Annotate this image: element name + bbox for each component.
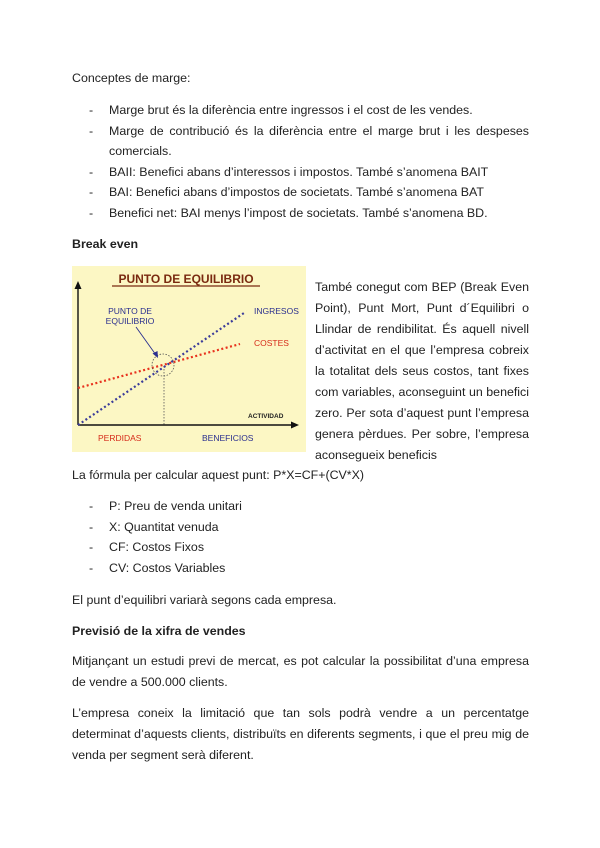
formula-text: La fórmula per calcular aquest punt: P*X=CF+(CV*X): [72, 468, 365, 482]
perdidas-label: PERDIDAS: [98, 433, 142, 443]
callout-leader: [136, 327, 156, 355]
break-even-chart: [72, 266, 306, 452]
varies-text: El punt d’equilibri variarà segons cada empresa.: [72, 593, 337, 607]
forecast-paragraph-2: L’empresa coneix la limitació que tan sols podrà vendre a un percentatge determinat d’aquests clients, distribuïts en diferents segments, i que el preu mig de venda per segment serà diferent.: [72, 706, 529, 762]
margins-list: [72, 100, 529, 223]
chart-title: PUNTO DE EQUILIBRIO: [118, 272, 254, 286]
ingresos-label: INGRESOS: [254, 306, 299, 316]
break-even-description: També conegut com BEP (Break Even Point), Punt Mort, Punt d´Equilibri o Llindar de rendibilitat. És aquell nivell d’activitat en el que l’empresa cobreix la totalitat dels seus costos, tant fixes com variables, aconseguint un benefici zero. Per sota d’aquest punt l’empresa genera pèrdues. Per sobre, l’empresa aconsegueix beneficis: [315, 280, 529, 463]
beneficios-label: BENEFICIOS: [202, 433, 254, 443]
y-axis-arrow-icon: [75, 281, 82, 289]
list-item: - Benefici net: BAI menys l’impost de societats. També s’anomena BD.: [89, 205, 488, 220]
point-label-line2: EQUILIBRIO: [105, 316, 155, 326]
list-item: - CV: Costos Variables: [89, 560, 226, 575]
list-item: - Marge de contribució és la diferència entre el marge brut i les despeses comercials.: [89, 123, 529, 158]
break-even-chart-svg: [72, 266, 306, 452]
ingresos-line: [78, 313, 244, 425]
costes-label: COSTES: [254, 338, 289, 348]
break-even-heading: Break even: [72, 237, 139, 251]
list-item: - BAII: Benefici abans d’interessos i impostos. També s’anomena BAIT: [89, 164, 489, 179]
break-even-point-circle: [152, 354, 174, 376]
actividad-label: ACTIVIDAD: [248, 413, 284, 420]
variables-list: [72, 496, 529, 578]
costes-line: [78, 344, 240, 388]
list-item: - CF: Costos Fixos: [89, 540, 205, 554]
forecast-heading: Previsió de la xifra de vendes: [72, 624, 246, 638]
point-label-line1: PUNTO DE: [108, 306, 152, 316]
list-item: - X: Quantitat venuda: [89, 519, 219, 534]
x-axis-arrow-icon: [291, 422, 299, 429]
list-item: - Marge brut és la diferència entre ingressos i el cost de les vendes.: [89, 103, 473, 117]
forecast-paragraph-1: Mitjançant un estudi previ de mercat, es pot calcular la possibilitat d’una empresa de vendre a 500.000 clients.: [72, 654, 529, 689]
list-item: - P: Preu de venda unitari: [89, 499, 242, 513]
list-item: - BAI: Benefici abans d’impostos de societats. També s’anomena BAT: [89, 185, 484, 199]
margins-intro: Conceptes de marge:: [72, 71, 191, 85]
